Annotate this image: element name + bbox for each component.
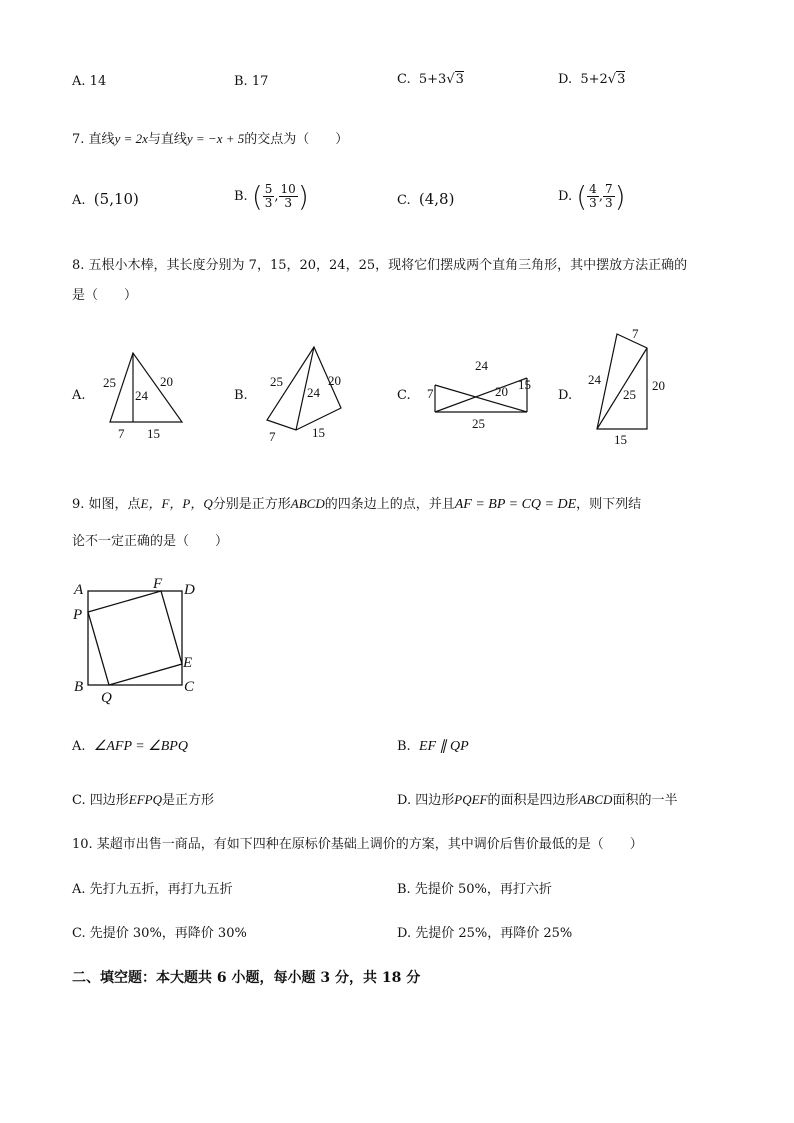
svg-text:A: A bbox=[74, 582, 84, 598]
q8-stem-line1: 8. 五根小木棒，其长度分别为 7，15，20，24，25，现将它们摆成两个直角三角形，其中摆放方法正确的 bbox=[72, 258, 688, 273]
label-c-15: 15 bbox=[518, 377, 531, 392]
q7-option-c: C. (4,8) bbox=[397, 190, 455, 208]
svg-text:F: F bbox=[153, 576, 163, 592]
label-a-15: 15 bbox=[147, 426, 160, 441]
label-b-20: 20 bbox=[328, 373, 341, 388]
q8-figure-d bbox=[582, 322, 682, 450]
q7-option-b: B. ( $\frac{5}{3}$ , $\frac{10}{3}$ ) bbox=[234, 180, 309, 213]
label-a-25: 25 bbox=[103, 375, 116, 390]
label-b-15: 15 bbox=[312, 425, 325, 440]
q6-option-b: B. 17 bbox=[234, 74, 269, 89]
label-c-24: 24 bbox=[475, 358, 488, 373]
q8-figure-a bbox=[90, 345, 200, 445]
q9-option-d: D. 四边形PQEF的面积是四边形ABCD面积的一半 bbox=[397, 792, 678, 808]
q10-option-a: A. 先打九五折，再打九五折 bbox=[72, 882, 233, 897]
svg-text:D: D bbox=[184, 582, 195, 598]
q9-option-a: A. ∠AFP = ∠BPQ bbox=[72, 739, 188, 754]
label-a-7: 7 bbox=[118, 426, 125, 441]
inner-square-pqef bbox=[88, 591, 182, 685]
q8-figure-b bbox=[255, 340, 365, 450]
q9-square-figure bbox=[70, 572, 210, 712]
q9-stem-line2: 论不一定正确的是（ ） bbox=[72, 534, 229, 549]
label-d-25: 25 bbox=[623, 387, 636, 402]
label-c-25: 25 bbox=[472, 416, 485, 431]
q9-option-b: B. EF ∥ QP bbox=[397, 739, 469, 754]
q7-option-a: A. (5,10) bbox=[72, 190, 139, 208]
q7-option-d: D. ( $\frac{4}{3}$ , $\frac{7}{3}$ ) bbox=[558, 180, 626, 213]
svg-text:E: E bbox=[183, 655, 193, 671]
svg-text:B: B bbox=[74, 679, 84, 695]
q8-option-b-label: B. bbox=[234, 388, 248, 403]
svg-text:C: C bbox=[184, 679, 195, 695]
label-c-20: 20 bbox=[495, 384, 508, 399]
label-d-15: 15 bbox=[614, 432, 627, 447]
q8-stem-line2: 是（ ） bbox=[72, 288, 138, 303]
label-d-7: 7 bbox=[632, 326, 639, 341]
q10-stem: 10. 某超市出售一商品，有如下四种在原标价基础上调价的方案，其中调价后售价最低的是（ ） bbox=[72, 837, 643, 852]
q10-option-d: D. 先提价 25%，再降价 25% bbox=[397, 926, 573, 941]
svg-text:Q: Q bbox=[101, 690, 112, 706]
q6-option-c: C. 5+3√3 bbox=[397, 72, 464, 87]
q10-option-c: C. 先提价 30%，再降价 30% bbox=[72, 926, 247, 941]
label-d-24: 24 bbox=[588, 372, 601, 387]
q7-stem: 7. 直线y = 2x与直线y = −x + 5的交点为（ ） bbox=[72, 131, 349, 147]
q8-option-d-label: D. bbox=[558, 388, 573, 403]
label-b-24: 24 bbox=[307, 385, 320, 400]
q9-stem-line1: 9. 如图，点E，F，P，Q分别是正方形ABCD的四条边上的点，并且AF = BP = CQ = DE，则下列结 bbox=[72, 496, 642, 512]
label-a-24: 24 bbox=[135, 388, 148, 403]
section-heading: 二、填空题：本大题共 6 小题，每小题 3 分，共 18 分 bbox=[72, 970, 421, 986]
label-c-7: 7 bbox=[427, 386, 434, 401]
label-b-7: 7 bbox=[269, 429, 276, 444]
q6-option-d: D. 5+2√3 bbox=[558, 72, 626, 87]
q9-option-c: C. 四边形EFPQ是正方形 bbox=[72, 792, 215, 808]
q8-option-c-label: C. bbox=[397, 388, 411, 403]
q8-figure-c bbox=[425, 355, 545, 435]
label-d-20: 20 bbox=[652, 378, 665, 393]
svg-text:P: P bbox=[73, 607, 83, 623]
label-a-20: 20 bbox=[160, 374, 173, 389]
q10-option-b: B. 先提价 50%，再打六折 bbox=[397, 882, 552, 897]
label-b-25: 25 bbox=[270, 374, 283, 389]
square-abcd bbox=[88, 591, 182, 685]
q8-option-a-label: A. bbox=[72, 388, 86, 403]
q6-option-a: A. 14 bbox=[72, 74, 107, 89]
